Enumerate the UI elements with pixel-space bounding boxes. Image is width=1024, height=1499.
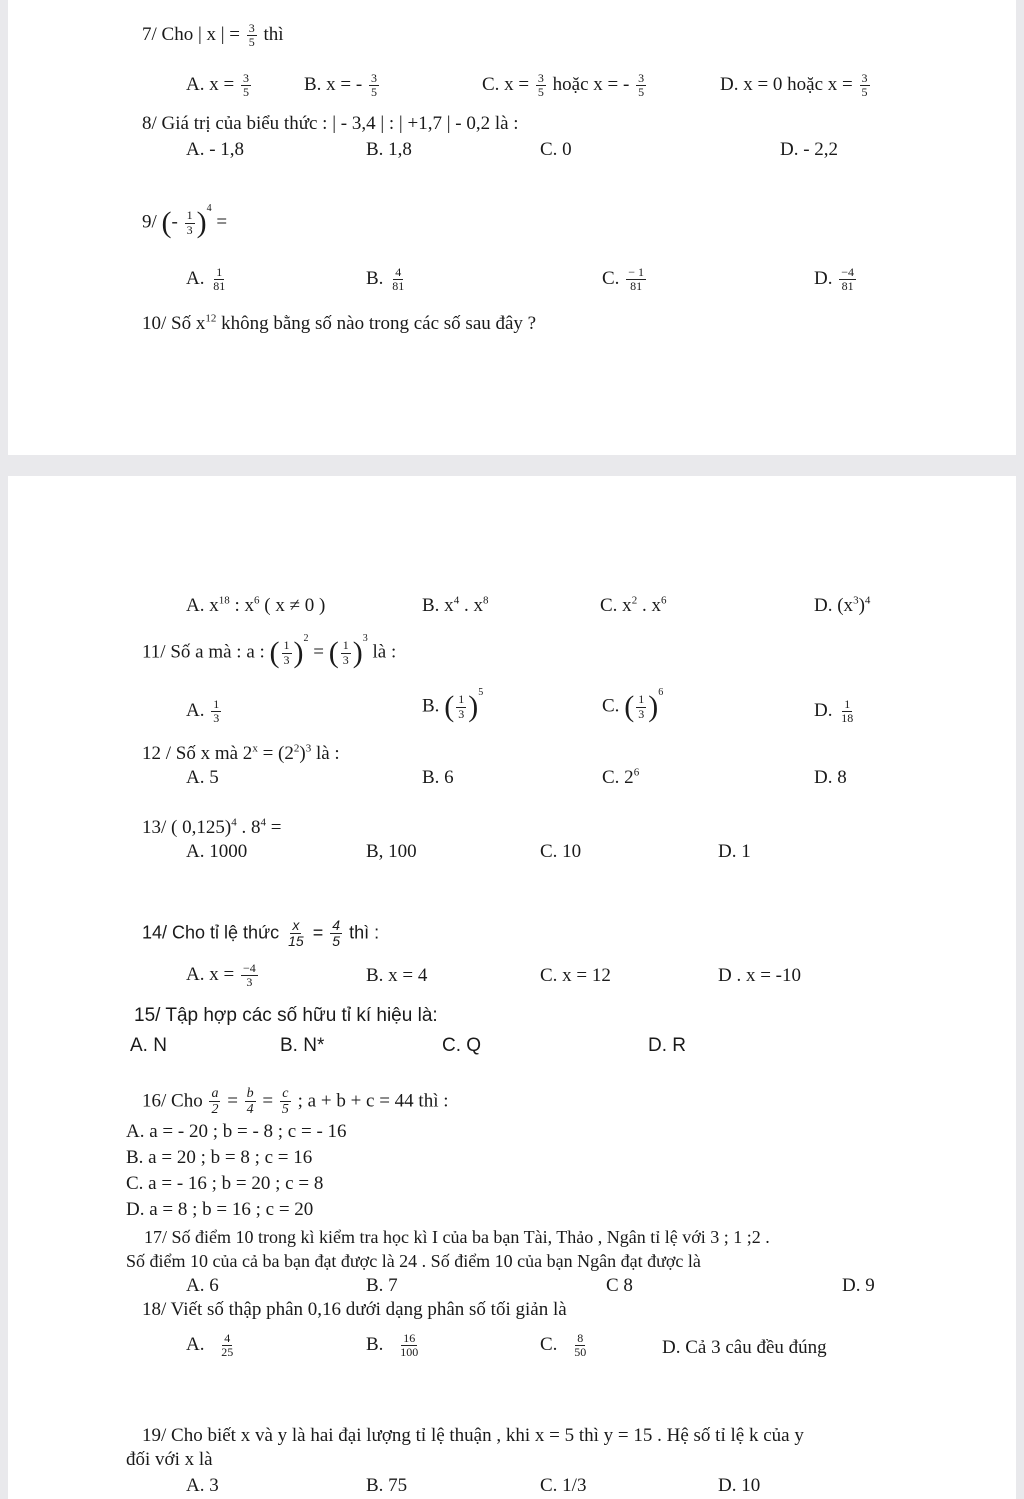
q18-stem: 18/ Viết số thập phân 0,16 dưới dạng phân số tối giản là [142,1299,567,1320]
q8-option-b[interactable]: B. 1,8 [366,139,412,160]
q8-option-c[interactable]: C. 0 [540,139,572,160]
q12-option-b[interactable]: B. 6 [422,767,454,788]
page-bottom [8,476,1016,1499]
q9-option-a[interactable]: A. $\frac{1}{81}$ [186,265,226,294]
page-top [8,0,1016,455]
q15-option-d[interactable]: D. R [648,1035,686,1056]
q18-option-c[interactable]: C. $\frac{8}{50}$ [540,1331,587,1360]
q19-stem-line2: đối với x là [126,1449,213,1470]
q19-stem-line1: 19/ Cho biết x và y là hai đại lượng tỉ lệ thuận , khi x = 5 thì y = 15 . Hệ số tỉ lệ k của y [142,1425,804,1446]
q16-stem: 16/ Cho $\frac{a}{2}$ = $\frac{b}{4}$ = $\frac{c}{5}$ ; a + b + c = 44 thì : [142,1086,449,1118]
q17-option-d[interactable]: D. 9 [842,1275,875,1296]
q11-option-d[interactable]: D. $\frac{1}{18}$ [814,697,854,726]
q10-option-d[interactable]: D. $(x^3)^4$ [814,594,871,616]
q14-option-b[interactable]: B. x = 4 [366,965,428,986]
q11-option-a[interactable]: A. $\frac{1}{3}$ [186,697,220,726]
q14-option-a[interactable]: A. x = $\frac{-4}{3}$ [186,961,256,990]
q19-option-d[interactable]: D. 10 [718,1475,761,1496]
q13-option-c[interactable]: C. 10 [540,841,582,862]
q12-option-a[interactable]: A. 5 [186,767,219,788]
q7-option-a[interactable]: A. x = $\frac{3}{5}$ [186,71,249,100]
q12-option-c[interactable]: C. $2^6$ [602,766,640,788]
q9-option-d[interactable]: D. $\frac{-4}{81}$ [814,265,855,294]
q19-option-c[interactable]: C. 1/3 [540,1475,587,1496]
q14-option-c[interactable]: C. x = 12 [540,965,611,986]
q7-option-d[interactable]: D. x = 0 hoặc x = $\frac{3}{5}$ [720,71,868,100]
q9-stem: 9/ (- $\frac{1}{3}$ )4 = [142,203,228,239]
q16-option-d[interactable]: D. a = 8 ; b = 16 ; c = 20 [126,1199,314,1220]
q11-option-c[interactable]: C. ( $\frac{1}{3}$ )6 [602,687,664,723]
q18-option-a[interactable]: A. $\frac{4}{25}$ [186,1331,234,1360]
q7-stem: 7/ Cho | x | = $\frac{3}{5}$ thì [142,21,284,50]
q10-stem: 10/ Số $x^{12}$ không bằng số nào trong các số sau đây ? [142,312,537,334]
q8-option-d[interactable]: D. - 2,2 [780,139,839,160]
q15-option-c[interactable]: C. Q [442,1035,482,1056]
q9-option-c[interactable]: C. $\frac{- 1}{81}$ [602,265,644,294]
q12-stem: 12 / Số x mà $2^x = (2^2)^3$ là : [142,742,340,764]
q14-stem: 14/ Cho tỉ lệ thức $\frac{x}{15}$ = $\frac{4}{5}$ thì : [142,917,380,950]
q19-option-a[interactable]: A. 3 [186,1475,219,1496]
q15-stem: 15/ Tập hợp các số hữu tỉ kí hiệu là: [134,1005,438,1026]
q7-option-b[interactable]: B. x = - $\frac{3}{5}$ [304,71,377,100]
q17-option-c[interactable]: C 8 [606,1275,633,1296]
q16-option-b[interactable]: B. a = 20 ; b = 8 ; c = 16 [126,1147,313,1168]
q12-option-d[interactable]: D. 8 [814,767,847,788]
q10-option-b[interactable]: B. $x^4$ . $x^8$ [422,594,489,616]
q14-option-d[interactable]: D . x = -10 [718,965,802,986]
q15-option-b[interactable]: B. N* [280,1035,325,1056]
q19-option-b[interactable]: B. 75 [366,1475,408,1496]
q13-option-d[interactable]: D. 1 [718,841,751,862]
q16-option-c[interactable]: C. a = - 16 ; b = 20 ; c = 8 [126,1173,324,1194]
q15-option-a[interactable]: A. N [130,1035,167,1056]
q10-option-a[interactable]: A. $x^{18}$ : $x^6$ ( x ≠ 0 ) [186,594,326,616]
q17-option-b[interactable]: B. 7 [366,1275,398,1296]
q7-option-c[interactable]: C. x = $\frac{3}{5}$ hoặc x = - $\frac{3}{5}$ [482,71,645,100]
q17-option-a[interactable]: A. 6 [186,1275,219,1296]
q13-stem: 13/ ( 0,125)$^4$ . $8^4$ = [142,816,282,838]
q17-stem-line2: Số điểm 10 của cả ba bạn đạt được là 24 . Số điểm 10 của bạn Ngân đạt được là [126,1251,701,1271]
q11-option-b[interactable]: B. ( $\frac{1}{3}$ )5 [422,687,484,723]
q8-option-a[interactable]: A. - 1,8 [186,139,245,160]
q13-option-a[interactable]: A. 1000 [186,841,248,862]
q11-stem: 11/ Số a mà : a : ( $\frac{1}{3}$ )2 = ( $\frac{1}{3}$ )3 là : [142,633,397,669]
q13-option-b[interactable]: B, 100 [366,841,417,862]
q16-option-a[interactable]: A. a = - 20 ; b = - 8 ; c = - 16 [126,1121,347,1142]
q10-option-c[interactable]: C. $x^2$ . $x^6$ [600,594,667,616]
q8-stem: 8/ Giá trị của biểu thức : | - 3,4 | : | +1,7 | - 0,2 là : [142,113,519,134]
q9-option-b[interactable]: B. $\frac{4}{81}$ [366,265,405,294]
q18-option-b[interactable]: B. $\frac{16}{100}$ [366,1331,419,1360]
q18-option-d[interactable]: D. Cả 3 câu đều đúng [662,1337,827,1358]
q17-stem-line1: 17/ Số điểm 10 trong kì kiểm tra học kì I của ba bạn Tài, Thảo , Ngân tỉ lệ với 3 ; 1 ;2 . [144,1227,770,1247]
